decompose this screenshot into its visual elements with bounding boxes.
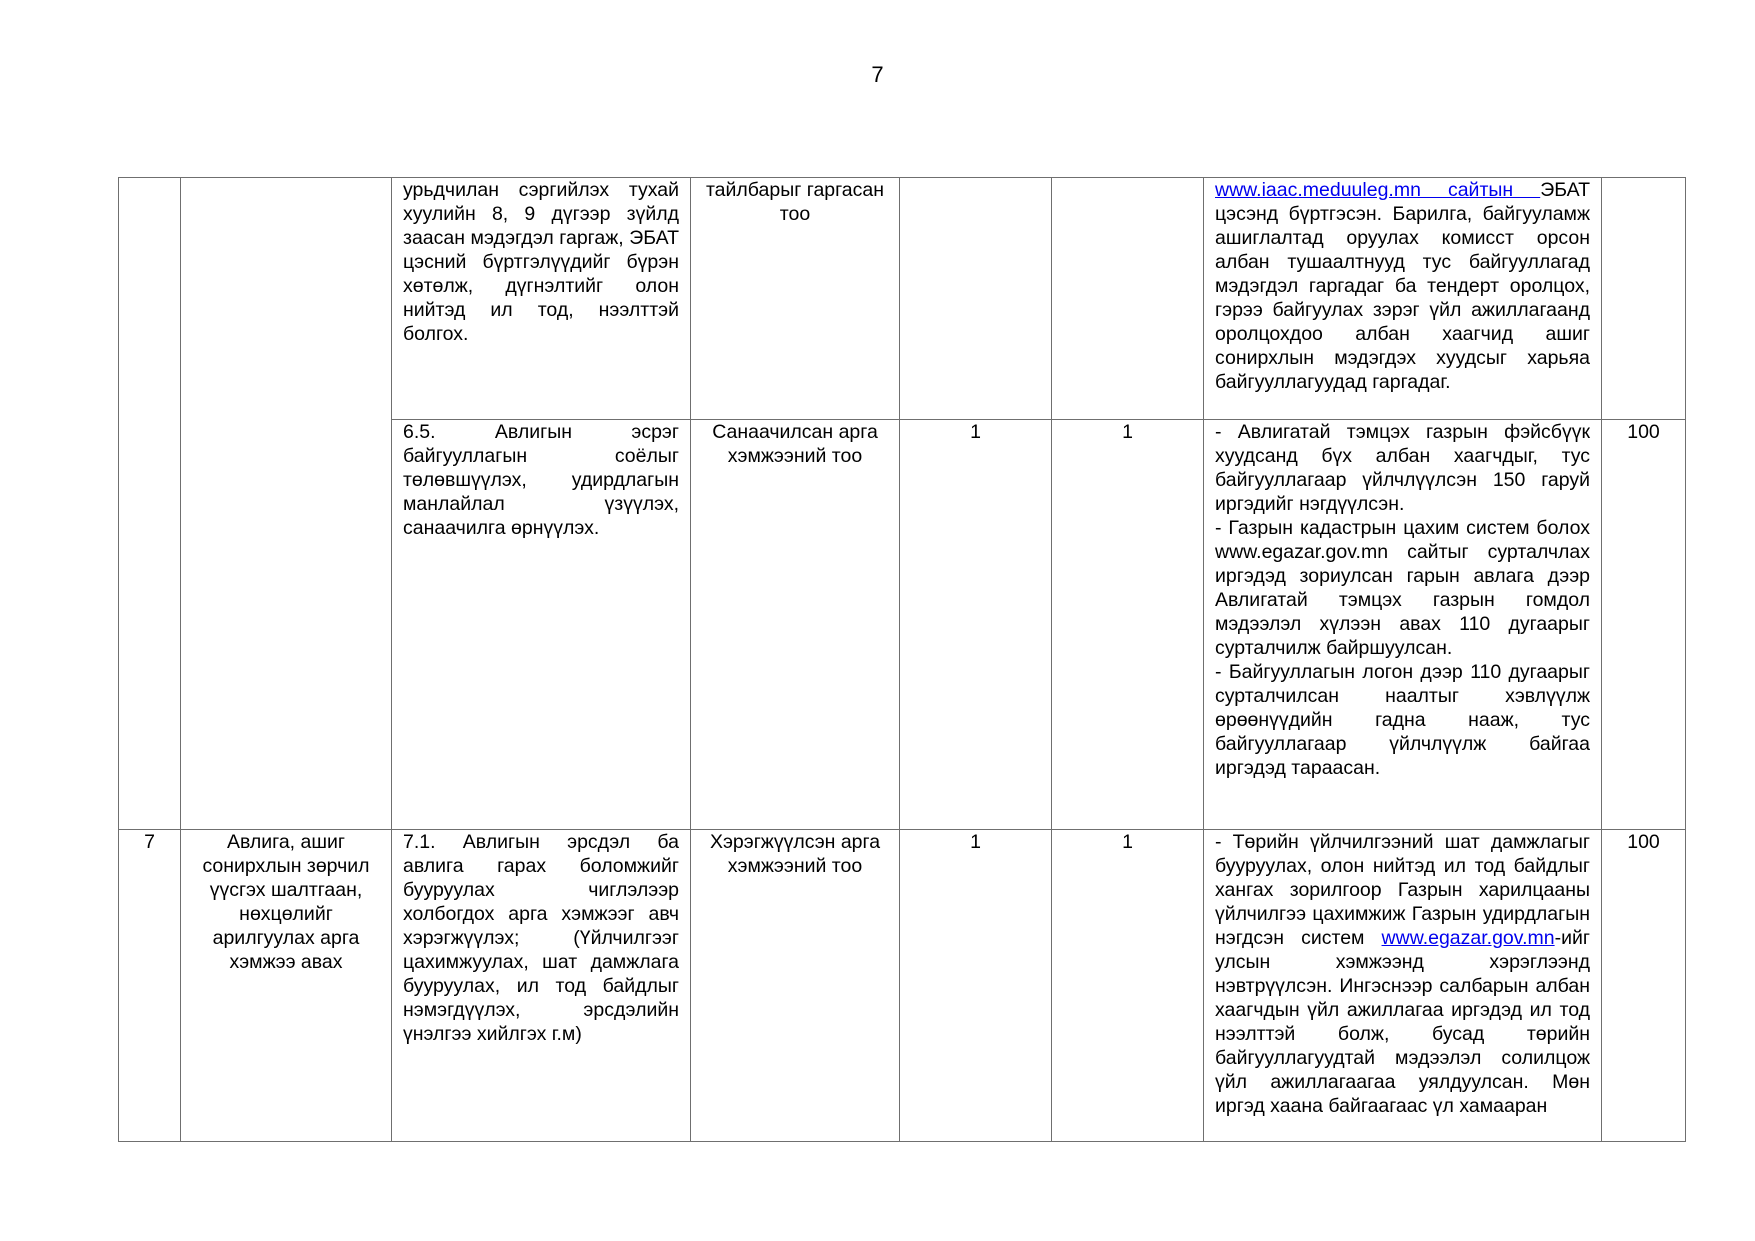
activity-text: 6.5. Авлигын эсрэг байгууллагын соёлыг төлөвшүүлэх, удирдлагын манлайлал үзүүлэх, санаачилга өрнүүлэх.	[403, 421, 679, 539]
target-value: 1	[970, 831, 981, 853]
action-plan-table	[118, 177, 1686, 1142]
target-cell	[900, 420, 1052, 830]
activity-cell	[392, 178, 691, 420]
achieved-cell	[1052, 178, 1204, 420]
indicator-cell	[691, 830, 900, 1142]
report-item-1: - Авлигатай тэмцэх газрын фэйсбүүк хуудсанд бүх албан хаагчдыг, тус байгууллагаар үйлчлүүлсэн 150 гаруй иргэдийг нэгдүүлсэн.	[1215, 421, 1590, 515]
row-number-cell	[119, 830, 181, 1142]
achieved-value: 1	[1122, 831, 1133, 853]
report-item-2: - Газрын кадастрын цахим систем болох www.egazar.gov.mn сайтыг сурталчлах иргэдэд зориулсан гарын авлага дээр Авлигатай тэмцэх газрын гомдол мэдээлэл хүлээн авах 110 дугаарыг сурталчилж байршуулсан.	[1215, 517, 1590, 659]
report-text-cont: -ийг улсын хэмжээнд хэрэглээнд нэвтрүүлсэн. Ингэснээр салбарын албан хаагчдын үйл ажиллагаа иргэдэд ил тод нээлттэй болж, бусад төрийн байгууллагуудтай мэдээлэл солилцож үйл ажиллагаагаа уялдуулсан. Мөн иргэд хаана байгаагаас үл хамааран	[1215, 927, 1590, 1117]
indicator-cell	[691, 178, 900, 420]
report-link[interactable]: www.iaac.meduuleg.mn сайтын	[1215, 179, 1541, 201]
indicator-text: Санаачилсан арга хэмжээний тоо	[712, 421, 878, 467]
report-item-3: - Байгууллагын логон дээр 110 дугаарыг сурталчилсан наалтыг хэвлүүлж өрөөнүүдийн гадна нааж, тус байгууллагаар үйлчлүүлж байгаа иргэдэд тараасан.	[1215, 661, 1590, 779]
indicator-cell	[691, 420, 900, 830]
table-row	[119, 178, 1686, 420]
target-cell	[900, 178, 1052, 420]
report-text: - Төрийн үйлчилгээний шат дамжлагыг бууруулах, олон нийтэд ил тод байдлыг хангах зорилгоор Газрын харилцааны үйлчилгээ цахимжиж Газрын удирдлагын нэгдсэн систем	[1215, 831, 1590, 949]
target-value: 1	[970, 421, 981, 443]
achieved-value: 1	[1122, 421, 1133, 443]
percent-value: 100	[1627, 831, 1660, 853]
percent-cell	[1602, 178, 1686, 420]
percent-cell	[1602, 830, 1686, 1142]
page-number: 7	[871, 62, 884, 87]
activity-cell	[392, 420, 691, 830]
percent-value: 100	[1627, 421, 1660, 443]
report-cell	[1204, 178, 1602, 420]
report-cell	[1204, 830, 1602, 1142]
indicator-text: тайлбарыг гаргасан тоо	[705, 179, 885, 225]
achieved-cell	[1052, 830, 1204, 1142]
percent-cell	[1602, 420, 1686, 830]
row-number: 7	[144, 831, 155, 853]
achieved-cell	[1052, 420, 1204, 830]
activity-cell	[392, 830, 691, 1142]
goal-text: Авлига, ашиг сонирхлын зөрчил үүсгэх шалтгаан, нөхцөлийг арилгуулах арга хэмжээ авах	[202, 831, 370, 973]
table-row	[119, 830, 1686, 1142]
target-cell	[900, 830, 1052, 1142]
report-link[interactable]: www.egazar.gov.mn	[1381, 927, 1555, 949]
activity-text: урьдчилан сэргийлэх тухай хуулийн 8, 9 дүгээр зүйлд заасан мэдэгдэл гаргаж, ЭБАТ цэсний бүртгэлүүдийг бүрэн хөтөлж, дүгнэлтийг олон нийтэд ил тод, нээлттэй болгох.	[403, 179, 679, 345]
activity-text: 7.1. Авлигын эрсдэл ба авлига гарах боломжийг бууруулах чиглэлээр холбогдох арга хэмжээг авч хэрэгжүүлэх; (Үйлчилгээг цахимжуулах, шат дамжлага бууруулах, ил тод байдлыг нэмэгдүүлэх, эрсдэлийн үнэлгээ хийлгэх г.м)	[403, 831, 679, 1045]
goal-cell	[181, 178, 392, 830]
row-number-cell	[119, 178, 181, 830]
report-cell	[1204, 420, 1602, 830]
report-text: ЭБАТ цэсэнд бүртгэсэн. Барилга, байгууламж ашиглалтад оруулах комисст орсон албан тушаалтнууд тус байгууллагад мэдэгдэл гаргадаг ба тендерт оролцох, гэрээ байгуулах зэрэг үйл ажиллагаанд оролцохдоо албан хаагчид ашиг сонирхлын мэдэгдэх хуудсыг харьяа байгууллагуудад гаргадаг.	[1215, 179, 1590, 393]
indicator-text: Хэрэгжүүлсэн арга хэмжээний тоо	[709, 831, 881, 877]
goal-cell	[181, 830, 392, 1142]
